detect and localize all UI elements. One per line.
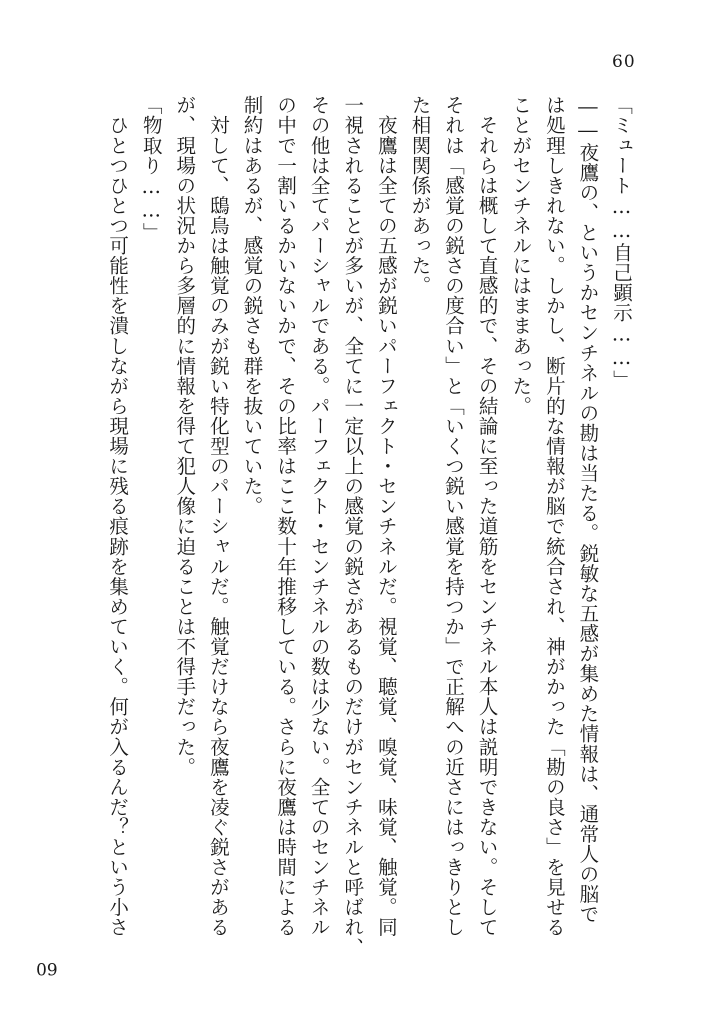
- text-line: 「ミュート……自己顕示……」: [610, 95, 633, 390]
- text-line: 一視されることが多いが、全てに一定以上の感覚の鋭さがあるものだけがセンチネルと呼ばれ、: [341, 95, 365, 958]
- page-number-top: 60: [612, 52, 636, 72]
- page-number-bottom: 60: [36, 958, 58, 978]
- text-line: ひとつひとつ可能性を潰しながら現場に残る痕跡を集めていく。何が入るんだ？という小さ: [106, 95, 130, 938]
- text-line: 「物取り……」: [139, 95, 163, 243]
- text-line: それは「感覚の鋭さの度合い」と「いくつ鋭い感覚を持つか」で正解への近さにはっきりとし: [442, 95, 466, 938]
- text-line: は処理しきれない。しかし、断片的な情報が脳で統合され、神がかった「勘の良さ」を見せる: [542, 95, 566, 938]
- text-line: ことがセンチネルにはままあった。: [509, 95, 533, 416]
- text-line: 夜鷹は全ての五感が鋭いパーフェクト・センチネルだ。視覚、聴覚、嗅覚、味覚、触覚。同: [374, 95, 398, 938]
- text-line: ――夜鷹の、というかセンチネルの勘は当たる。鋭敏な五感が集めた情報は、通常人の脳で: [576, 95, 600, 925]
- text-line: 制約はあるが、感覚の鋭さも群を抜いていた。: [240, 95, 264, 517]
- text-line: その他は全てパーシャルである。パーフェクト・センチネルの数は少ない。全てのセンチネル: [307, 95, 331, 938]
- text-line: の中で一割いるかいないかで、その比率はここ数十年推移している。さらに夜鷹は時間による: [274, 95, 298, 938]
- text-line: 対して、鴟鳥は触覚のみが鋭い特化型のパーシャルだ。触覚だけなら夜鷹を凌ぐ鋭さがある: [206, 95, 230, 938]
- text-line: それらは概して直感的で、その結論に至った道筋をセンチネル本人は説明できない。そして: [475, 95, 499, 938]
- text-line: が、現場の状況から多層的に情報を得て犯人像に迫ることは不得手だった。: [173, 95, 197, 777]
- vertical-text-body: [101, 95, 639, 958]
- text-line: た相関関係があった。: [408, 95, 432, 296]
